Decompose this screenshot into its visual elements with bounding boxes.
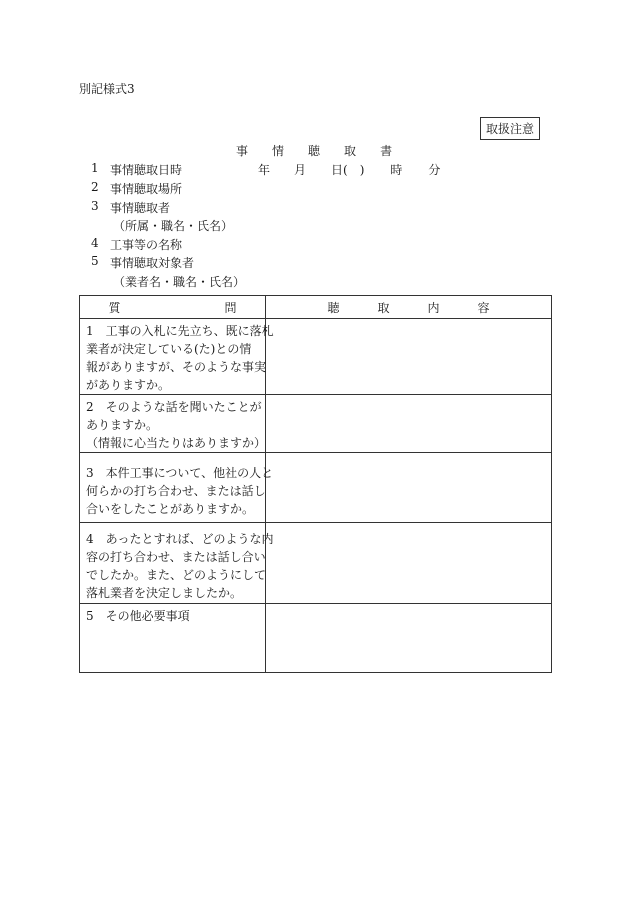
field-number: 2 [91, 180, 99, 194]
field-number: 3 [91, 199, 99, 213]
field-number: 4 [91, 236, 99, 250]
answer-column-header: 聴 取 内 容 [266, 296, 552, 319]
title-char: 書 [380, 144, 393, 158]
field-label: 事情聴取対象者 [110, 256, 195, 270]
field-item-interviewer-note [113, 217, 233, 234]
datetime-line [258, 161, 440, 178]
question-cell: 3 本件工事について、他社の人と 何らかの打ち合わせ、または話し 合いをしたことがありますか。 [80, 453, 266, 523]
answer-cell[interactable] [266, 604, 552, 673]
answer-cell[interactable] [266, 453, 552, 523]
answer-cell[interactable] [266, 395, 552, 453]
table-row [80, 523, 552, 604]
table-row [80, 453, 552, 523]
field-label: 事情聴取日時 [110, 163, 183, 177]
document-title [236, 142, 392, 159]
minute-label: 分 [428, 163, 441, 177]
day-label: 日( ) [331, 163, 365, 177]
field-item-interviewee-note [113, 273, 245, 290]
field-number: 5 [91, 254, 99, 268]
table-header-row [80, 296, 552, 319]
question-cell: 4 あったとすれば、どのような内 容の打ち合わせ、または話し合い でしたか。また、どのようにして 落札業者を決定しましたか。 [80, 523, 266, 604]
title-char: 取 [344, 144, 357, 158]
table-row [80, 604, 552, 673]
hour-label: 時 [390, 163, 403, 177]
field-label: 事情聴取場所 [110, 182, 183, 196]
title-char: 情 [272, 144, 285, 158]
answer-cell[interactable] [266, 319, 552, 395]
title-char: 聴 [308, 144, 321, 158]
table-row [80, 395, 552, 453]
field-label: 工事等の名称 [110, 238, 183, 252]
form-id: 別記様式3 [79, 82, 135, 96]
question-cell: 1 工事の入札に先立ち、既に落札 業者が決定している(た)との情 報がありますが、そのような事実 がありますか。 [80, 319, 266, 395]
title-char: 事 [236, 144, 249, 158]
month-label: 月 [294, 163, 307, 177]
table-row [80, 319, 552, 395]
question-column-header: 質 問 [80, 296, 266, 319]
interview-table [79, 295, 552, 673]
confidential-notice: 取扱注意 [480, 117, 540, 140]
field-label: （業者名・職名・氏名） [113, 275, 246, 289]
field-number: 1 [91, 161, 99, 175]
question-cell: 5 その他必要事項 [80, 604, 266, 673]
year-label: 年 [258, 163, 271, 177]
field-label: 事情聴取者 [110, 201, 171, 215]
question-cell: 2 そのような話を聞いたことが ありますか。 （情報に心当たりはありますか） [80, 395, 266, 453]
answer-cell[interactable] [266, 523, 552, 604]
field-label: （所属・職名・氏名） [113, 219, 234, 233]
